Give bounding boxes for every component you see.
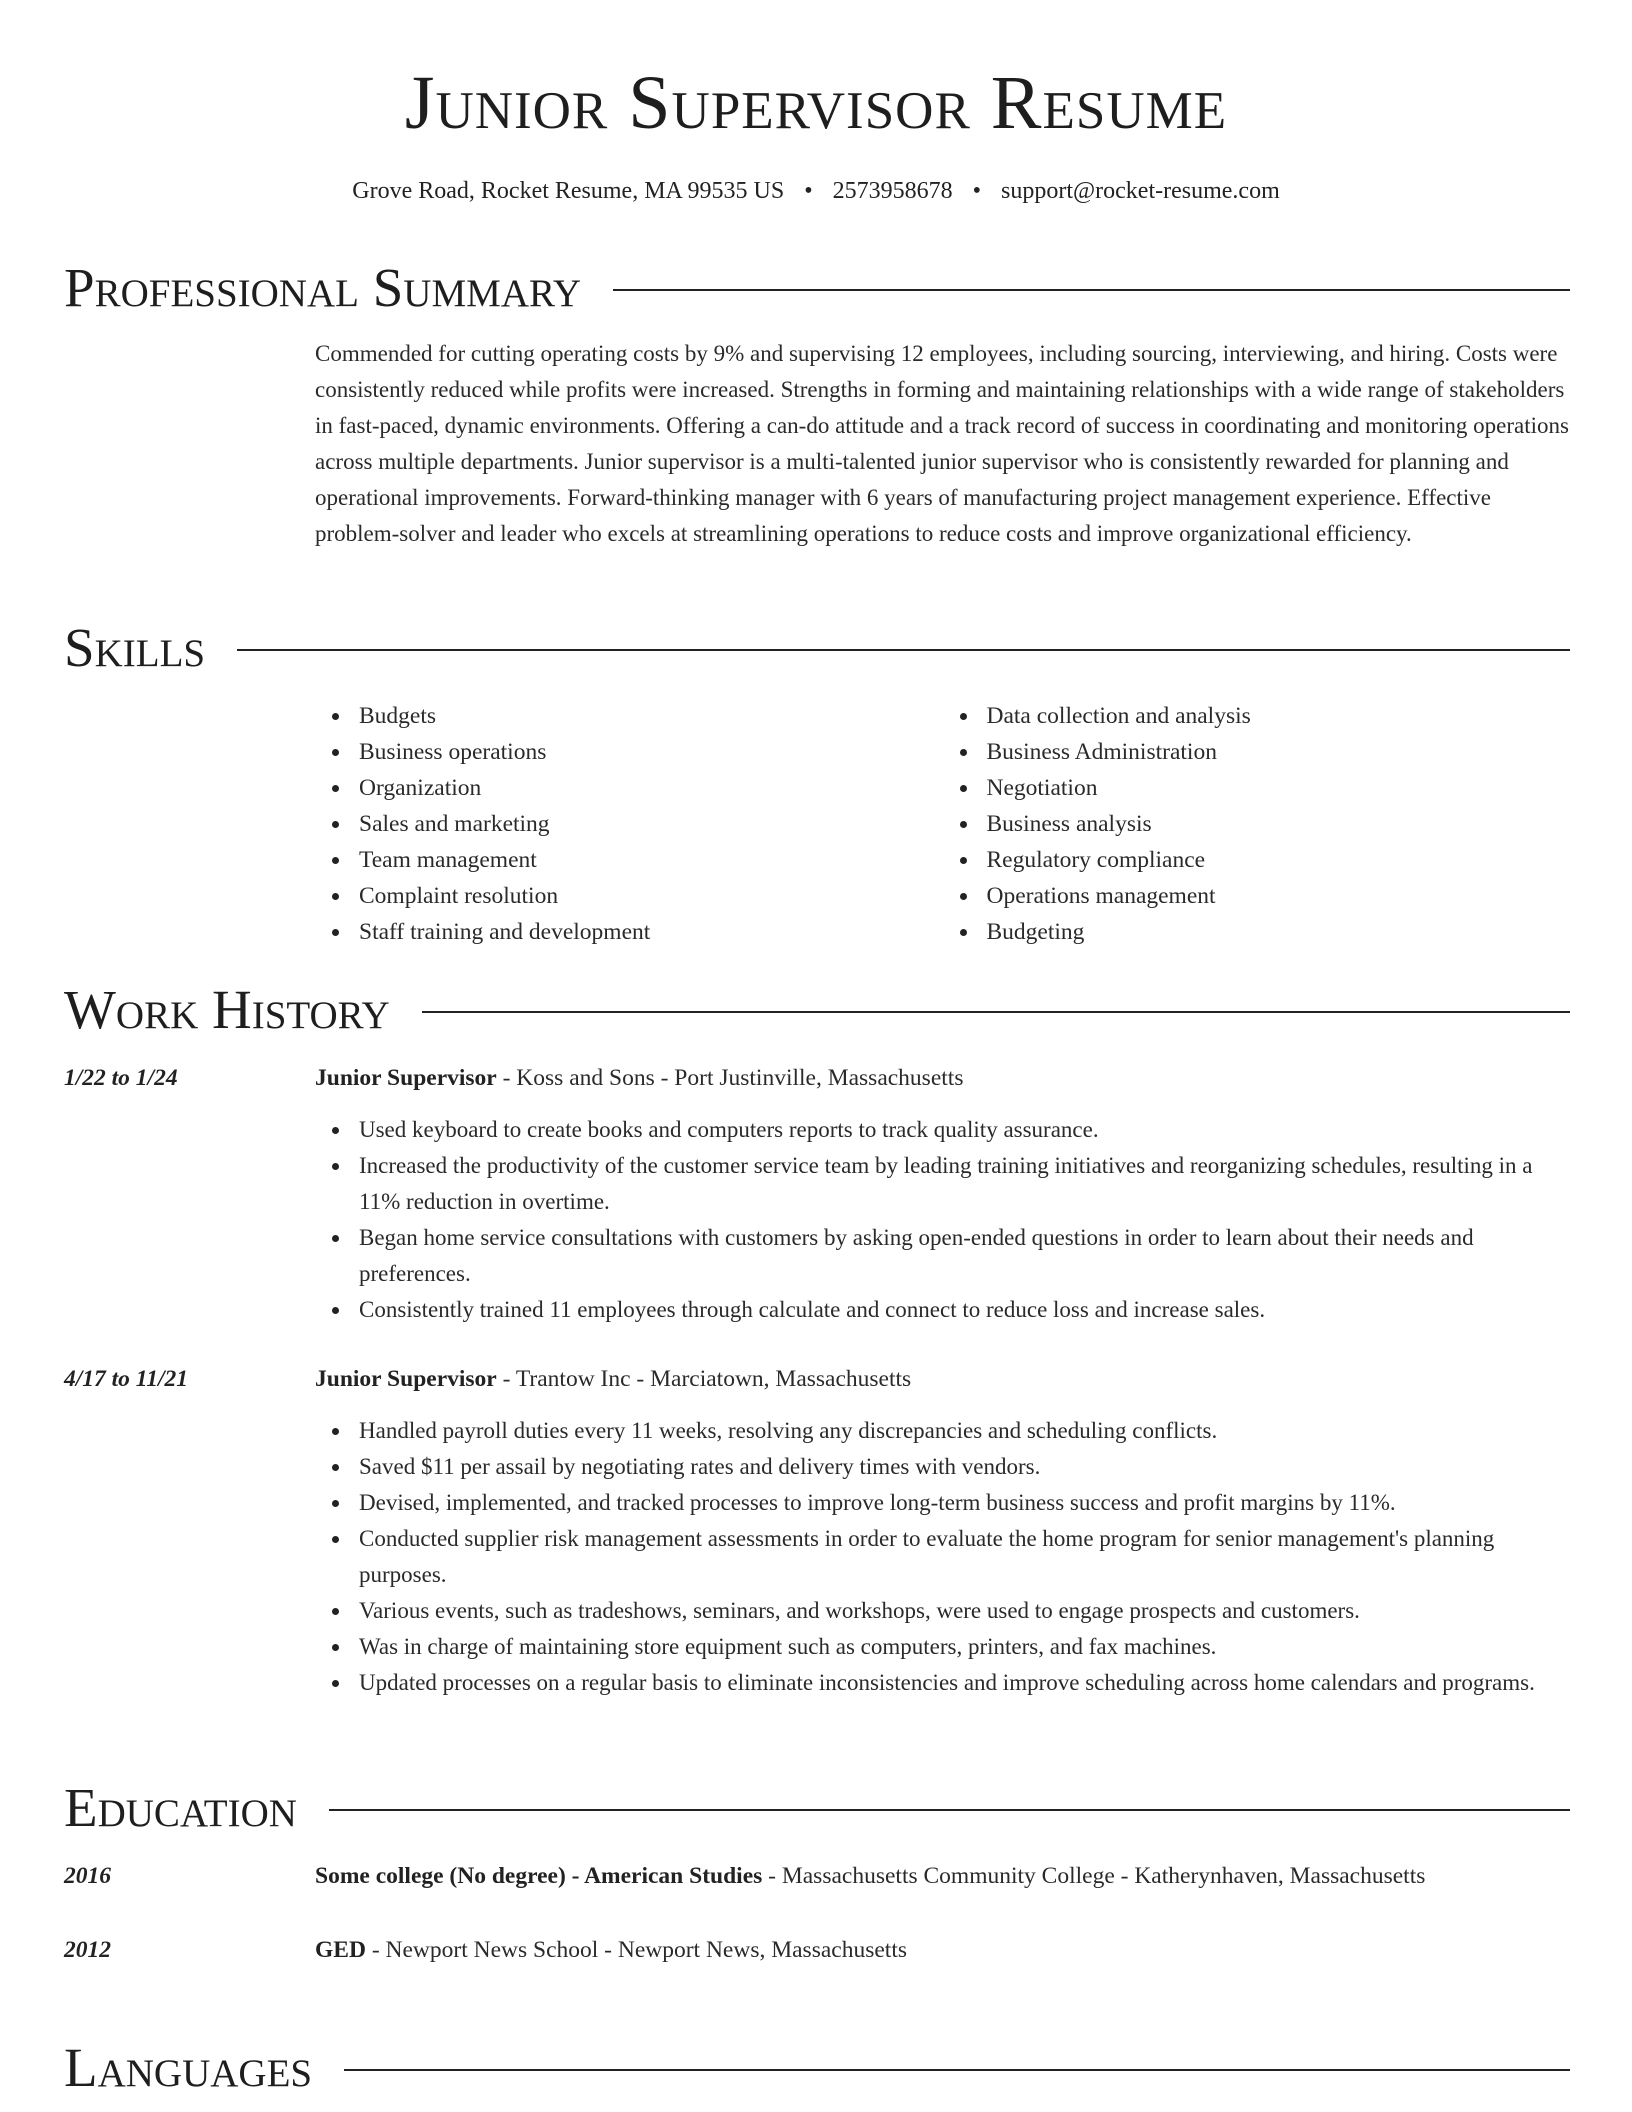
work-history-heading: Work History — [64, 979, 390, 1040]
job-dates: 4/17 to 11/21 — [64, 1366, 189, 1392]
section-divider — [237, 649, 1570, 651]
education-year: 2012 — [64, 1937, 111, 1963]
education-section — [64, 1776, 1570, 1968]
job-heading-line — [315, 1060, 1570, 1096]
job-bullet: Was in charge of maintaining store equipment such as computers, printers, and fax machines. — [359, 1629, 1570, 1665]
education-school: - Newport News School - Newport News, Massachusetts — [365, 1937, 907, 1963]
section-header — [64, 616, 1570, 680]
contact-email: support@rocket-resume.com — [1001, 178, 1280, 204]
job-title: Junior Supervisor — [315, 1366, 497, 1392]
summary-text: Commended for cutting operating costs by 9% and supervising 12 employees, including sourcing, interviewing, and hiring. Costs were consistently reduced while profits were increased. Strengths in forming and maintaining relationships with a wide range of stakeholders in fast-paced, dynamic environments. Offering a can-do attitude and a track record of success in coordinating and monitoring operations across multiple departments. Junior supervisor is a multi-talented junior supervisor who is consistently rewarded for planning and operational improvements. Forward-thinking manager with 6 years of manufacturing project management experience. Effective problem-solver and leader who excels at streamlining operations to reduce costs and improve organizational efficiency. — [315, 341, 1569, 546]
job-bullet: Consistently trained 11 employees through calculate and connect to reduce loss and increase sales. — [359, 1292, 1570, 1328]
job-bullet: Saved $11 per assail by negotiating rates and delivery times with vendors. — [359, 1449, 1570, 1485]
job-info — [315, 1361, 1570, 1701]
skill-item: Complaint resolution — [359, 878, 943, 914]
skills-grid — [315, 698, 1570, 950]
section-header — [64, 1776, 1570, 1840]
skill-item: Regulatory compliance — [987, 842, 1571, 878]
skill-item: Negotiation — [987, 770, 1571, 806]
education-info — [315, 1858, 1570, 1894]
job-bullet: Devised, implemented, and tracked processes to improve long-term business success and profit margins by 11%. — [359, 1485, 1570, 1521]
skill-item: Business Administration — [987, 734, 1571, 770]
section-header — [64, 256, 1570, 320]
contact-address: Grove Road, Rocket Resume, MA 99535 US — [352, 178, 785, 204]
skill-item: Team management — [359, 842, 943, 878]
education-entry — [64, 1932, 1570, 1968]
skills-heading: Skills — [64, 617, 206, 678]
job-title: Junior Supervisor — [315, 1065, 497, 1091]
job-bullet: Increased the productivity of the customer service team by leading training initiatives and reorganizing schedules, resulting in a 11% reduction in overtime. — [359, 1148, 1570, 1220]
job-employer: - Koss and Sons - Port Justinville, Massachusetts — [496, 1065, 964, 1091]
work-history-section — [64, 978, 1570, 1701]
skills-list-right — [943, 698, 1571, 950]
job-dates: 1/22 to 1/24 — [64, 1065, 178, 1091]
skill-item: Business analysis — [987, 806, 1571, 842]
contact-phone: 2573958678 — [832, 178, 953, 204]
job-bullet: Conducted supplier risk management assessments in order to evaluate the home program for senior management's planning purposes. — [359, 1521, 1570, 1593]
job-bullet: Handled payroll duties every 11 weeks, resolving any discrepancies and scheduling conflicts. — [359, 1413, 1570, 1449]
section-header — [64, 978, 1570, 1042]
job-employer: - Trantow Inc - Marciatown, Massachusetts — [496, 1366, 912, 1392]
summary-section — [64, 256, 1570, 552]
education-year: 2016 — [64, 1863, 111, 1889]
contact-separator: • — [804, 178, 813, 204]
job-bullet: Updated processes on a regular basis to eliminate inconsistencies and improve scheduling across home calendars and programs. — [359, 1665, 1570, 1701]
skill-item: Business operations — [359, 734, 943, 770]
skill-item: Sales and marketing — [359, 806, 943, 842]
skill-item: Operations management — [987, 878, 1571, 914]
summary-heading: Professional Summary — [64, 257, 582, 318]
skill-item: Organization — [359, 770, 943, 806]
job-bullets — [315, 1112, 1570, 1328]
job-bullets — [315, 1413, 1570, 1701]
job-entry — [64, 1060, 1570, 1328]
skills-section — [64, 616, 1570, 950]
education-degree: GED — [315, 1937, 366, 1963]
skill-item: Budgeting — [987, 914, 1571, 950]
contact-line — [0, 175, 1632, 207]
resume-title: Junior Supervisor Resume — [404, 61, 1228, 145]
skill-item: Budgets — [359, 698, 943, 734]
skill-item: Staff training and development — [359, 914, 943, 950]
education-degree: Some college (No degree) - American Studies — [315, 1863, 763, 1889]
education-heading: Education — [64, 1777, 297, 1838]
education-entry — [64, 1858, 1570, 1894]
education-info — [315, 1932, 1570, 1968]
section-divider — [422, 1011, 1570, 1013]
job-heading-line — [315, 1361, 1570, 1397]
job-bullet: Began home service consultations with customers by asking open-ended questions in order to learn about their needs and preferences. — [359, 1220, 1570, 1292]
section-header — [64, 2036, 1570, 2100]
section-divider — [329, 1809, 1570, 1811]
job-bullet: Various events, such as tradeshows, seminars, and workshops, were used to engage prospects and customers. — [359, 1593, 1570, 1629]
job-info — [315, 1060, 1570, 1328]
education-school: - Massachusetts Community College - Katherynhaven, Massachusetts — [762, 1863, 1426, 1889]
languages-heading: Languages — [64, 2037, 313, 2098]
skill-item: Data collection and analysis — [987, 698, 1571, 734]
job-entry — [64, 1361, 1570, 1701]
job-bullet: Used keyboard to create books and computers reports to track quality assurance. — [359, 1112, 1570, 1148]
section-divider — [613, 289, 1570, 291]
languages-section — [64, 2036, 1570, 2100]
section-divider — [344, 2069, 1570, 2071]
contact-separator: • — [972, 178, 982, 204]
skills-list-left — [315, 698, 943, 950]
